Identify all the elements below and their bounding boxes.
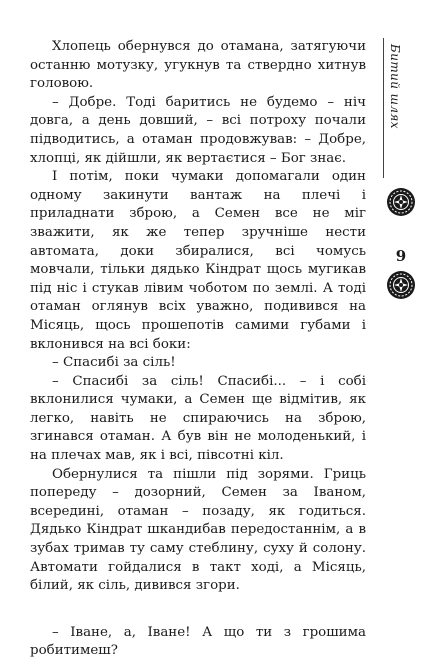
paragraph-5: – Спасибі за сіль! Спасибі... – і собі вклонилися чумаки, а Семен ще відмітив, як легко, навіть не спираючись на зброю, згинався отаман. А був він не молоденький, і на плечах мав, як і всі, півсотні кіл. [30,373,366,464]
paragraph-3: І потім, поки чумаки допомагали один одному закинути вантаж на плечі і приладнати зброю, а Семен все не міг зважити, як же тепер зручніше нести автомата, доки збиралися, всі чомусь мовчали, тільки дядько Кіндрат щось мугикав під ніс і стукав лівим чоботом по землі. А тоді отаман оглянув всіх уважно, подивився на Місяць, щось прошепотів самими губами і вклонився на всі боки: [30,169,366,352]
paragraph-6: Обернулися та пішли під зорями. Гриць попереду – дозорний, Семен за Іваном, всередині, отаман – позаду, як годиться. Дядько Кіндрат шкандибав передостаннім, а в зубах тримав ту саму стеблину, суху й солону. Автомати гойдалися в такт ході, а Місяць, білий, як сіль, дивився згори. [30,466,366,594]
page-body-text [30,38,366,661]
running-title: Битий шлях [388,44,402,129]
paragraph-7: – Іване, а, Іване! А що ти з грошима робитимеш? [30,624,366,659]
paragraph-2: – Добре. Тоді баритись не будемо – ніч довга, а день довший, – всі потроху почали підводитись, а отаман продовжував: – Добре, хлопці, як дійшли, як вертаєтися – Бог знає. [30,94,366,166]
ornament-rosette-icon [386,270,416,300]
ornament-rosette-icon [386,187,416,217]
page-number: 9 [395,247,407,265]
margin-divider-line [383,38,384,178]
paragraph-1: Хлопець обернувся до отамана, затягуючи останню мотузку, угукнув та ствердно хитнув головою. [30,39,366,92]
paragraph-4: – Спасибі за сіль! [52,355,176,371]
